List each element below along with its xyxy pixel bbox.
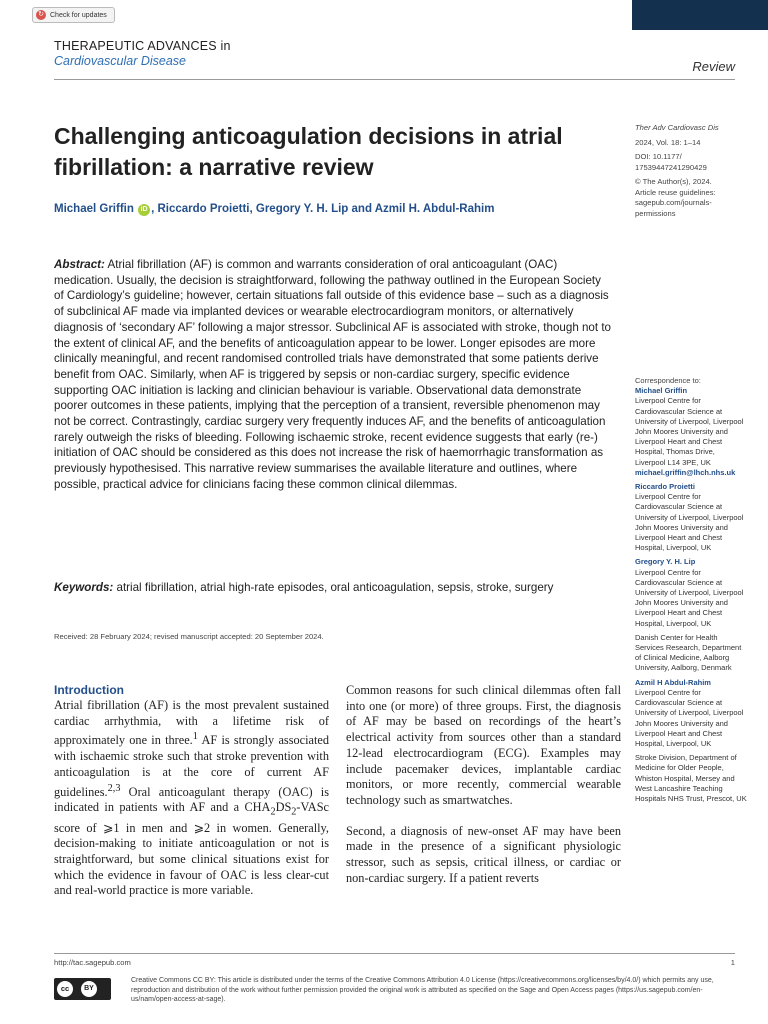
keywords-text: atrial fibrillation, atrial high-rate episodes, oral anticoagulation, sepsis, stroke, surgery	[113, 581, 554, 594]
header-divider	[54, 79, 735, 80]
author-rest: , Riccardo Proietti, Gregory Y. H. Lip and Azmil H. Abdul-Rahim	[151, 203, 495, 215]
by-icon: BY	[81, 981, 97, 997]
meta-reuse[interactable]: Article reuse guidelines: sagepub.com/journals-permissions	[635, 187, 716, 218]
journal-name: THERAPEUTIC ADVANCES in	[54, 39, 231, 53]
abstract-text: Atrial fibrillation (AF) is common and warrants consideration of oral anticoagulant (OAC) medication. Usually, the decision is straightforward, following the pathway outlined in the European Society of Cardiology’s guideline; however, certain situations fall outside of this evidence base – such as a diagnosis of subclinical AF made via implanted devices or wearable electrocardiogram monitors, or alternatively diagnosis of ‘secondary AF’ following a major stressor. Subclinical AF is associated with stroke, though not to the extent of clinical AF, and the benefits of anticoagulation appear to be lower. Longer episodes are more clinically meaningful, and recent randomised controlled trials have demonstrated that some patients derive benefit from OAC. Similarly, when AF is triggered by sepsis or non-cardiac surgery, specific evidence supporting OAC initiation is lacking and clinician behaviour is variable. Observational data demonstrate poorer outcomes in these patients, implying that the perception of a transient, reversible phenomenon may not be correct. Contrastingly, cardiac surgery very frequently induces AF, and the benefits of anticoagulation rarely outweigh the risks of bleeding. Following ischaemic stroke, recent evidence suggests that early (re-) initiation of OAC should be considered as this does not increase the risk of haemorrhagic transformation as previously hypothesised. This narrative review summarises the available literature and outlines, where possible, practical advice for clinicians facing these common clinical dilemmas.	[54, 258, 611, 491]
article-type: Review	[692, 59, 735, 74]
correspondence-label: Correspondence to:	[635, 376, 701, 385]
intro-paragraph-1: Atrial fibrillation (AF) is the most prevalent sustained cardiac arrhythmia, with a lifetime risk of approximately one in three.$^1$ AF is strongly associated with ischaemic stroke such that stroke prevention with anticoagulation is at the core of current AF guidelines.$^{2,3}$ Oral anticoagulant therapy (OAC) is indicated in patients with AF and a $CHA_2DS_2$-VASc score of ⩾1 in men and ⩾2 in women. Generally, decision-making to initiate anticoagulation or not is straightforward, but some clinical situations exist for which the evidence in favour of OAC is less clear-cut and real-world practice is more variable.	[54, 698, 329, 898]
header-color-block	[632, 0, 768, 30]
body-column-right	[346, 683, 621, 886]
journal-subtitle: Cardiovascular Disease	[54, 54, 187, 68]
license-text: Creative Commons CC BY: This article is distributed under the terms of the Creative Commons Attribution 4.0 License (https://creativecommons.org/licenses/by/4.0/) which permits any use, reproduction and distribution of the work without further permission provided the original work is attributed as specified on the Sage and Open Access pages (https://us.sagepub.com/en-us/nam/open-access-at-sage).	[131, 977, 714, 1003]
keywords	[54, 580, 612, 596]
correspondence-sidebar	[635, 376, 747, 808]
footer-divider	[54, 953, 735, 954]
meta-doi[interactable]: DOI: 10.1177/ 17539447241290429	[635, 152, 707, 172]
author-3-affiliation-2: Danish Center for Health Services Research, Department of Clinical Medicine, Aalborg University, Aalborg, Denmark	[635, 632, 742, 673]
check-updates-icon: ↻	[36, 10, 46, 20]
page-number: 1	[730, 958, 735, 967]
footer-url[interactable]: http://tac.sagepub.com	[54, 958, 131, 967]
intro-paragraph-3: Second, a diagnosis of new-onset AF may have been made in the presence of a significant physiologic stressor, such as sepsis, critical illness, or cardiac or non-cardiac surgery. If a patient reverts	[346, 823, 621, 885]
check-for-updates-button[interactable]	[32, 7, 115, 23]
keywords-label: Keywords:	[54, 581, 114, 594]
author-2-affiliation: Liverpool Centre for Cardiovascular Science at University of Liverpool, Liverpool John Moores University and Liverpool Heart and Chest Hospital, Liverpool, UK	[635, 492, 744, 553]
meta-volume: 2024, Vol. 18: 1–14	[635, 137, 701, 147]
cc-icon: cc	[57, 981, 73, 997]
cc-by-badge[interactable]	[54, 978, 111, 1000]
author-list	[54, 203, 594, 216]
journal-header	[54, 39, 231, 68]
author-3-name: Gregory Y. H. Lip	[635, 557, 696, 567]
author-4-affiliation-2: Stroke Division, Department of Medicine for Older People, Whiston Hospital, Mersey and West Lancashire Teaching Hospitals NHS Trust, Prescot, UK	[635, 753, 747, 803]
meta-copyright: © The Author(s), 2024.	[635, 177, 712, 186]
article-meta	[635, 123, 745, 223]
body-column-left	[54, 683, 329, 899]
author-4-affiliation: Liverpool Centre for Cardiovascular Science at University of Liverpool, Liverpool John Moores University and Liverpool Heart and Chest Hospital, Liverpool, UK	[635, 687, 744, 748]
abstract-label: Abstract:	[54, 258, 105, 271]
check-updates-label: Check for updates	[50, 11, 107, 19]
meta-citation: Ther Adv Cardiovasc Dis	[635, 123, 719, 132]
citation-ref[interactable]: 2,3	[107, 782, 121, 794]
correspondence-address: Liverpool Centre for Cardiovascular Science at University of Liverpool, Liverpool John Moores University and Liverpool Heart and Chest Hospital, Thomas Drive, Liverpool L14 3PE, UK	[635, 396, 744, 467]
correspondence-name: Michael Griffin	[635, 386, 688, 396]
orcid-icon[interactable]: iD	[138, 204, 150, 216]
author-2-name: Riccardo Proietti	[635, 482, 696, 492]
author-3-affiliation: Liverpool Centre for Cardiovascular Science at University of Liverpool, Liverpool John Moores University and Liverpool Heart and Chest Hospital, Liverpool, UK	[635, 567, 744, 628]
citation-ref[interactable]: 1	[192, 731, 198, 743]
correspondence-email[interactable]: michael.griffin@lhch.nhs.uk	[635, 467, 736, 477]
received-dates: Received: 28 February 2024; revised manuscript accepted: 20 September 2024.	[54, 632, 324, 641]
author-4-name: Azmil H Abdul-Rahim	[635, 677, 711, 687]
section-heading-introduction: Introduction	[54, 683, 124, 697]
abstract	[54, 257, 612, 493]
author-first: Michael Griffin	[54, 203, 134, 215]
intro-paragraph-2: Common reasons for such clinical dilemmas often fall into one (or more) of three groups. First, the diagnosis of AF may be based on recordings of the heart’s electrical activity from sources other than a standard 12-lead electrocardiogram (ECG). Examples may include pacemaker devices, implantable cardiac monitors, or more recently, commercial wearable technology such as smartwatches.	[346, 683, 621, 807]
article-title: Challenging anticoagulation decisions in atrial fibrillation: a narrative review	[54, 123, 563, 180]
